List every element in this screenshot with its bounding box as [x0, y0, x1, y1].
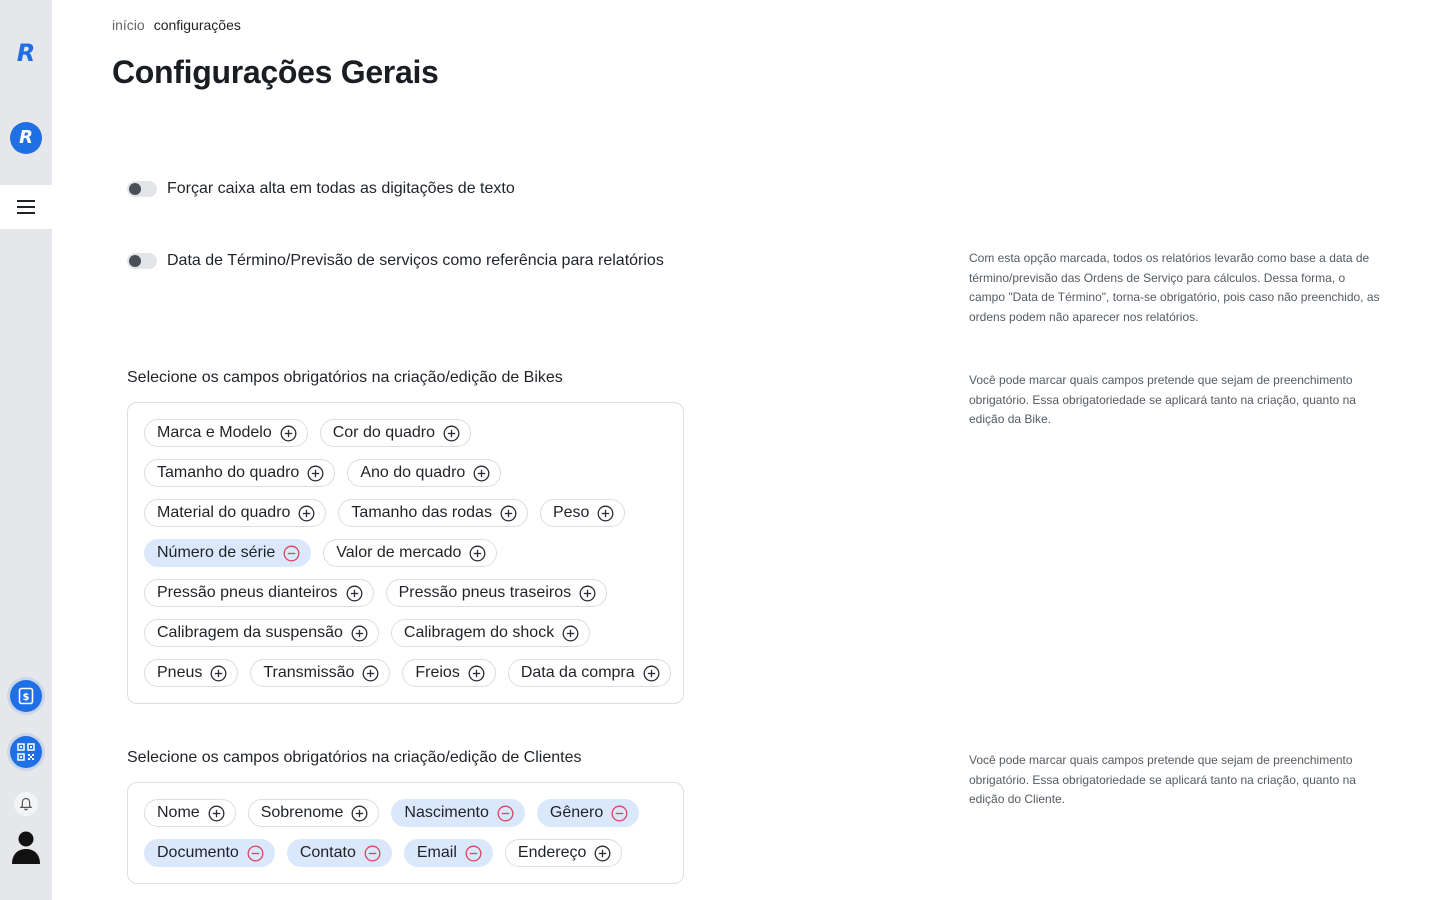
bike-chip-pressao-pneus-traseiros[interactable]	[386, 579, 608, 607]
menu-icon	[17, 200, 35, 214]
chip-label: Transmissão	[263, 664, 355, 681]
chip-label: Data da compra	[520, 664, 635, 681]
clients-section-title: Selecione os campos obrigatórios na criação/edição de Clientes	[127, 749, 582, 766]
chip-label: Tamanho do quadro	[157, 464, 300, 481]
report-date-toggle[interactable]	[127, 253, 157, 269]
chip-label: Sobrenome	[260, 804, 344, 821]
bell-icon	[19, 797, 33, 811]
uppercase-toggle-label: Forçar caixa alta em todas as digitações de texto	[167, 180, 515, 197]
minus-circle-icon[interactable]	[283, 545, 300, 562]
bike-chip-row	[144, 419, 667, 447]
chip-label: Nascimento	[404, 804, 489, 821]
chip-label: Número de série	[157, 544, 276, 561]
plus-circle-icon[interactable]	[579, 585, 596, 602]
bike-chip-row	[144, 499, 667, 527]
bike-chip-freios[interactable]	[402, 659, 495, 687]
chip-label: Contato	[299, 844, 356, 861]
bikes-help-text: Você pode marcar quais campos pretende que sejam de preenchimento obrigatório. Essa obrigatoriedade se aplicará tanto na criação, quanto na edição da Bike.	[969, 373, 1356, 426]
chip-label: Ano do quadro	[360, 464, 466, 481]
bike-chip-row	[144, 619, 667, 647]
bike-chip-numero-de-serie[interactable]	[144, 539, 311, 567]
client-chip-genero[interactable]	[537, 799, 639, 827]
chip-label: Calibragem da suspensão	[157, 624, 343, 641]
menu-button[interactable]	[0, 185, 52, 229]
chip-label: Pneus	[157, 664, 203, 681]
chip-label: Peso	[552, 504, 590, 521]
chip-label: Calibragem do shock	[403, 624, 555, 641]
client-chip-contato[interactable]	[287, 839, 392, 867]
bike-chip-data-da-compra[interactable]	[508, 659, 671, 687]
chip-label: Marca e Modelo	[157, 424, 272, 441]
minus-circle-icon[interactable]	[247, 845, 264, 862]
qr-code-icon	[17, 743, 35, 761]
plus-circle-icon[interactable]	[594, 845, 611, 862]
chip-label: Nome	[157, 804, 200, 821]
bike-chip-valor-de-mercado[interactable]	[323, 539, 497, 567]
bike-chip-tamanho-das-rodas[interactable]	[338, 499, 528, 527]
minus-circle-icon[interactable]	[611, 805, 628, 822]
uppercase-toggle[interactable]	[127, 181, 157, 197]
dollar-document-icon	[17, 687, 35, 705]
chip-label: Endereço	[517, 844, 587, 861]
bike-chip-row	[144, 579, 667, 607]
minus-circle-icon[interactable]	[497, 805, 514, 822]
plus-circle-icon[interactable]	[346, 585, 363, 602]
client-chip-row	[144, 799, 667, 827]
financial-button[interactable]	[10, 680, 42, 712]
chip-label: Email	[416, 844, 457, 861]
chip-label: Cor do quadro	[332, 424, 436, 441]
plus-circle-icon[interactable]	[351, 805, 368, 822]
bike-chip-calibragem-da-suspensao[interactable]	[144, 619, 379, 647]
client-chip-endereco[interactable]	[505, 839, 623, 867]
plus-circle-icon[interactable]	[643, 665, 660, 682]
breadcrumb	[112, 17, 241, 33]
plus-circle-icon[interactable]	[298, 505, 315, 522]
plus-circle-icon[interactable]	[362, 665, 379, 682]
plus-circle-icon[interactable]	[208, 805, 225, 822]
bike-chip-calibragem-do-shock[interactable]	[391, 619, 590, 647]
bike-chip-ano-do-quadro[interactable]	[347, 459, 501, 487]
page-title: Configurações Gerais	[112, 54, 439, 90]
client-chip-email[interactable]	[404, 839, 493, 867]
plus-circle-icon[interactable]	[500, 505, 517, 522]
bikes-section-title: Selecione os campos obrigatórios na criação/edição de Bikes	[127, 369, 563, 386]
plus-circle-icon[interactable]	[280, 425, 297, 442]
chip-label: Material do quadro	[157, 504, 291, 521]
bike-chip-marca-e-modelo[interactable]	[144, 419, 308, 447]
client-chip-nascimento[interactable]	[391, 799, 524, 827]
notifications-button[interactable]	[14, 792, 38, 816]
report-date-toggle-label: Data de Término/Previsão de serviços como referência para relatórios	[167, 252, 664, 269]
plus-circle-icon[interactable]	[468, 665, 485, 682]
plus-circle-icon[interactable]	[443, 425, 460, 442]
bike-chip-transmissao[interactable]	[250, 659, 390, 687]
client-chip-nome[interactable]	[144, 799, 236, 827]
chip-label: Documento	[157, 844, 239, 861]
plus-circle-icon[interactable]	[210, 665, 227, 682]
svg-text:$: $	[22, 692, 30, 703]
breadcrumb-current: configurações	[153, 17, 241, 33]
bike-chip-row	[144, 459, 667, 487]
bike-chip-tamanho-do-quadro[interactable]	[144, 459, 335, 487]
bike-chip-pneus[interactable]	[144, 659, 238, 687]
clients-help-text: Você pode marcar quais campos pretende que sejam de preenchimento obrigatório. Essa obrigatoriedade se aplicará tanto na criação, quanto na edição do Cliente.	[969, 753, 1356, 806]
minus-circle-icon[interactable]	[465, 845, 482, 862]
clients-fields-box	[127, 782, 684, 884]
logo-icon[interactable]: R	[16, 39, 36, 67]
bike-chip-cor-do-quadro[interactable]	[320, 419, 471, 447]
plus-circle-icon[interactable]	[351, 625, 368, 642]
chip-label: Pressão pneus dianteiros	[157, 584, 338, 601]
plus-circle-icon[interactable]	[307, 465, 324, 482]
chip-label: Valor de mercado	[336, 544, 462, 561]
user-avatar[interactable]	[10, 830, 42, 864]
plus-circle-icon[interactable]	[597, 505, 614, 522]
chip-label: Pressão pneus traseiros	[398, 584, 572, 601]
report-date-setting-row	[127, 252, 664, 270]
bike-chip-material-do-quadro[interactable]	[144, 499, 326, 527]
qr-code-button[interactable]	[10, 736, 42, 768]
bikes-fields-box	[127, 402, 684, 704]
plus-circle-icon[interactable]	[469, 545, 486, 562]
chip-label: Gênero	[549, 804, 604, 821]
client-chip-sobrenome[interactable]	[248, 799, 380, 827]
bike-chip-pressao-pneus-dianteiros[interactable]	[144, 579, 374, 607]
bike-chip-peso[interactable]	[540, 499, 625, 527]
plus-circle-icon[interactable]	[562, 625, 579, 642]
bike-chip-row	[144, 659, 667, 687]
client-chip-row	[144, 839, 667, 867]
breadcrumb-home-link[interactable]: início	[112, 17, 145, 33]
brand-circle-icon[interactable]: R	[10, 122, 42, 154]
bike-chip-row	[144, 539, 667, 567]
chip-label: Tamanho das rodas	[351, 504, 492, 521]
toggle-knob	[129, 255, 141, 267]
minus-circle-icon[interactable]	[364, 845, 381, 862]
report-date-help-text: Com esta opção marcada, todos os relatórios levarão como base a data de término/previsão das Ordens de Serviço para cálculos. Dessa forma, o campo "Data de Término", torna-se obrigatório, pois caso não preenchido, as ordens podem não aparecer nos relatórios.	[969, 251, 1380, 324]
user-avatar-icon	[10, 830, 42, 864]
client-chip-documento[interactable]	[144, 839, 275, 867]
toggle-knob	[129, 183, 141, 195]
uppercase-setting-row	[127, 180, 515, 198]
chip-label: Freios	[415, 664, 460, 681]
sidebar	[0, 0, 52, 900]
plus-circle-icon[interactable]	[473, 465, 490, 482]
